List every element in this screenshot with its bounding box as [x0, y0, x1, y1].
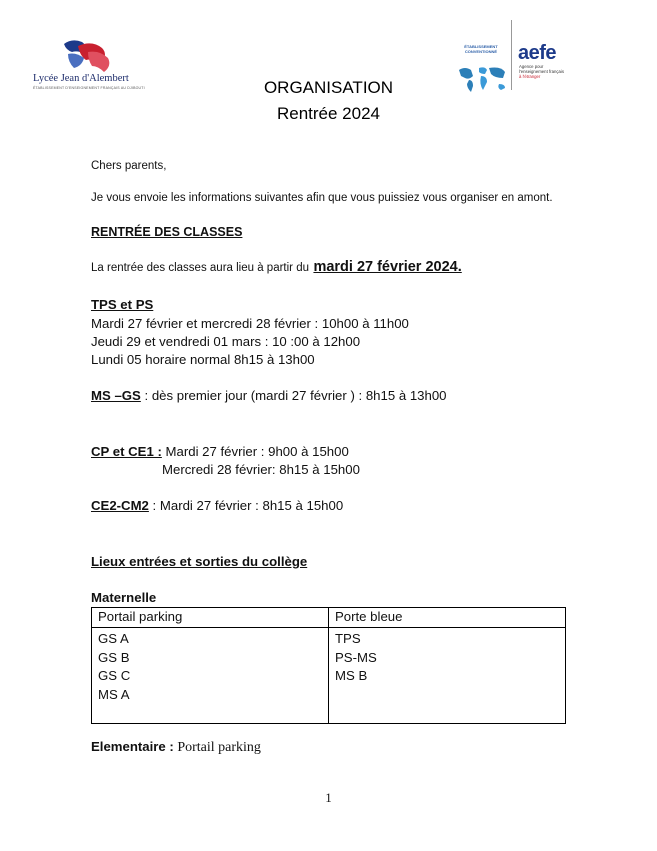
- maternelle-table: [91, 607, 566, 724]
- table-header-row: [92, 608, 566, 628]
- tps-ps-line: Lundi 05 horaire normal 8h15 à 13h00: [91, 352, 315, 367]
- elementaire-value: Portail parking: [173, 740, 261, 755]
- tps-ps-line: Jeudi 29 et vendredi 01 mars : 10 :00 à 12h00: [91, 334, 361, 349]
- cp-ce1-row: [91, 444, 349, 459]
- etablissement-label: ÉTABLISSEMENT CONVENTIONNÉ: [464, 44, 498, 54]
- elementaire-label: Elementaire :: [91, 739, 174, 754]
- ce2-cm2-row: [91, 498, 343, 513]
- ms-gs-text: : dès premier jour (mardi 27 février ) : 8h15 à 13h00: [140, 388, 447, 403]
- rentree-sentence-prefix: La rentrée des classes aura lieu à partir du: [91, 262, 309, 274]
- greeting: Chers parents,: [91, 160, 167, 172]
- list-item: MS B: [335, 668, 368, 683]
- table-cell-porte-bleue: [329, 628, 566, 724]
- aefe-tagline-2: l'enseignement français: [519, 69, 565, 75]
- list-item: GS C: [98, 668, 131, 683]
- aefe-wordmark: aefe: [518, 42, 557, 64]
- ms-gs-label: MS –GS: [91, 388, 141, 403]
- table-header: Porte bleue: [329, 608, 566, 628]
- table-row: [92, 628, 566, 724]
- intro-message: Je vous envoie les informations suivantes afin que vous puissiez vous organiser en amont.: [91, 192, 553, 204]
- table-cell-portail: [92, 628, 329, 724]
- ms-gs-row: [91, 388, 447, 403]
- title-line-1: ORGANISATION: [263, 78, 394, 97]
- elementaire-row: [91, 738, 261, 756]
- school-name: Lycée Jean d'Alembert: [33, 73, 129, 84]
- rentree-sentence: [91, 258, 462, 276]
- list-item: GS A: [98, 631, 129, 646]
- ce2-cm2-text: : Mardi 27 février : 8h15 à 15h00: [148, 498, 344, 513]
- list-item: GS B: [98, 649, 130, 665]
- ce2-cm2-label: CE2-CM2: [91, 498, 149, 513]
- school-emblem-icon: [58, 36, 128, 76]
- page-number: 1: [325, 790, 332, 805]
- title-line-2: Rentrée 2024: [276, 104, 381, 123]
- cp-ce1-line-2: Mercredi 28 février: 8h15 à 15h00: [162, 462, 360, 477]
- aefe-tagline-1: Agence pour: [519, 64, 544, 69]
- school-subtitle: ÉTABLISSEMENT D'ENSEIGNEMENT FRANÇAIS AU DJIBOUTI: [33, 86, 145, 90]
- list-item: TPS: [335, 631, 361, 646]
- cp-ce1-label: CP et CE1 :: [91, 444, 162, 459]
- tps-ps-line: Mardi 27 février et mercredi 28 février : 10h00 à 11h00: [91, 316, 409, 331]
- rentree-date: mardi 27 février 2024.: [313, 259, 462, 275]
- aefe-tagline-3: à l'étranger: [519, 74, 541, 80]
- rentree-heading: RENTRÉE DES CLASSES: [91, 225, 243, 239]
- list-item: MS A: [98, 686, 130, 702]
- tps-ps-label: TPS et PS: [91, 297, 154, 312]
- list-item: PS-MS: [335, 649, 377, 665]
- maternelle-label: Maternelle: [91, 590, 157, 605]
- table-header: Portail parking: [92, 608, 329, 628]
- lieux-heading: Lieux entrées et sorties du collège: [91, 554, 308, 569]
- cp-ce1-line-1: Mardi 27 février : 9h00 à 15h00: [161, 444, 349, 459]
